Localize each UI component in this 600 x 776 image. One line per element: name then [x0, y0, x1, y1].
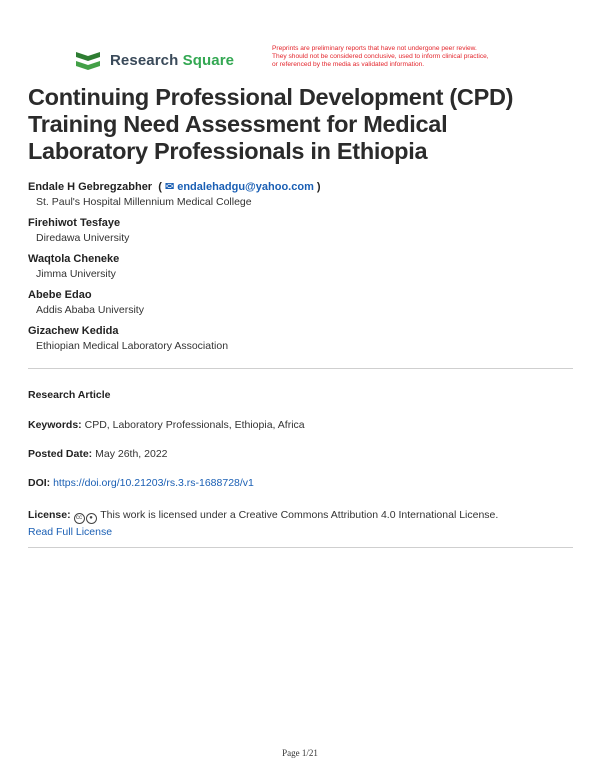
- brand-name: [110, 52, 234, 69]
- author-name: Gizachew Kedida: [28, 325, 119, 337]
- license-text: This work is licensed under a Creative Commons Attribution 4.0 International License.: [100, 509, 499, 521]
- license: [28, 507, 573, 540]
- doi-label: DOI:: [28, 477, 51, 489]
- keywords-label: Keywords:: [28, 419, 82, 431]
- disclaimer-line: Preprints are preliminary reports that have not undergone peer review.: [272, 45, 477, 52]
- author-list: [28, 180, 573, 360]
- brand-name-part2: Square: [182, 51, 235, 69]
- disclaimer-line: or referenced by the media as validated information.: [272, 61, 425, 68]
- article-type-text: Research Article: [28, 389, 111, 401]
- posted-date-value: May 26th, 2022: [95, 448, 168, 460]
- page-number: Page 1/21: [282, 748, 318, 758]
- author-name-text: Endale H Gebregzabher: [28, 181, 153, 193]
- author-name: Firehiwot Tesfaye: [28, 217, 121, 229]
- doi-link[interactable]: https://doi.org/10.21203/rs.3.rs-1688728/v1: [53, 477, 254, 489]
- author-affiliation: Diredawa University: [36, 232, 130, 244]
- attribution-icon: ●: [86, 513, 97, 524]
- keywords-value: CPD, Laboratory Professionals, Ethiopia, Africa: [84, 419, 305, 431]
- author-name: [28, 180, 573, 195]
- keywords: [28, 419, 305, 431]
- posted-date-label: Posted Date:: [28, 448, 93, 460]
- brand-name-part1: Research: [110, 51, 179, 69]
- article-type: [28, 389, 111, 401]
- posted-date: [28, 448, 168, 460]
- cc-icon: cc: [74, 513, 85, 524]
- author-email-link[interactable]: ( ✉ endalehadgu@yahoo.com ): [155, 181, 321, 193]
- preprint-disclaimer: [272, 45, 572, 69]
- envelope-icon: ✉: [164, 181, 175, 193]
- license-label: License:: [28, 509, 71, 521]
- paper-title: Continuing Professional Development (CPD) Training Need Assessment for Medical Laboratory Professionals in Ethiopia: [28, 84, 514, 164]
- doi: [28, 477, 254, 489]
- research-square-logo: [74, 48, 234, 72]
- author-affiliation: Addis Ababa University: [36, 304, 144, 316]
- disclaimer-line: They should not be considered conclusive, used to inform clinical practice,: [272, 53, 489, 60]
- research-square-logo-icon: [74, 48, 102, 72]
- author-name: Abebe Edao: [28, 289, 92, 301]
- author-name: Waqtola Cheneke: [28, 253, 120, 265]
- author-email[interactable]: endalehadgu@yahoo.com: [177, 181, 314, 193]
- author-affiliation: Ethiopian Medical Laboratory Association: [36, 340, 229, 352]
- author-affiliation: St. Paul's Hospital Millennium Medical College: [36, 196, 252, 208]
- divider: [28, 368, 573, 369]
- read-full-license-link[interactable]: Read Full License: [28, 526, 113, 538]
- author-affiliation: Jimma University: [36, 268, 116, 280]
- divider: [28, 547, 573, 548]
